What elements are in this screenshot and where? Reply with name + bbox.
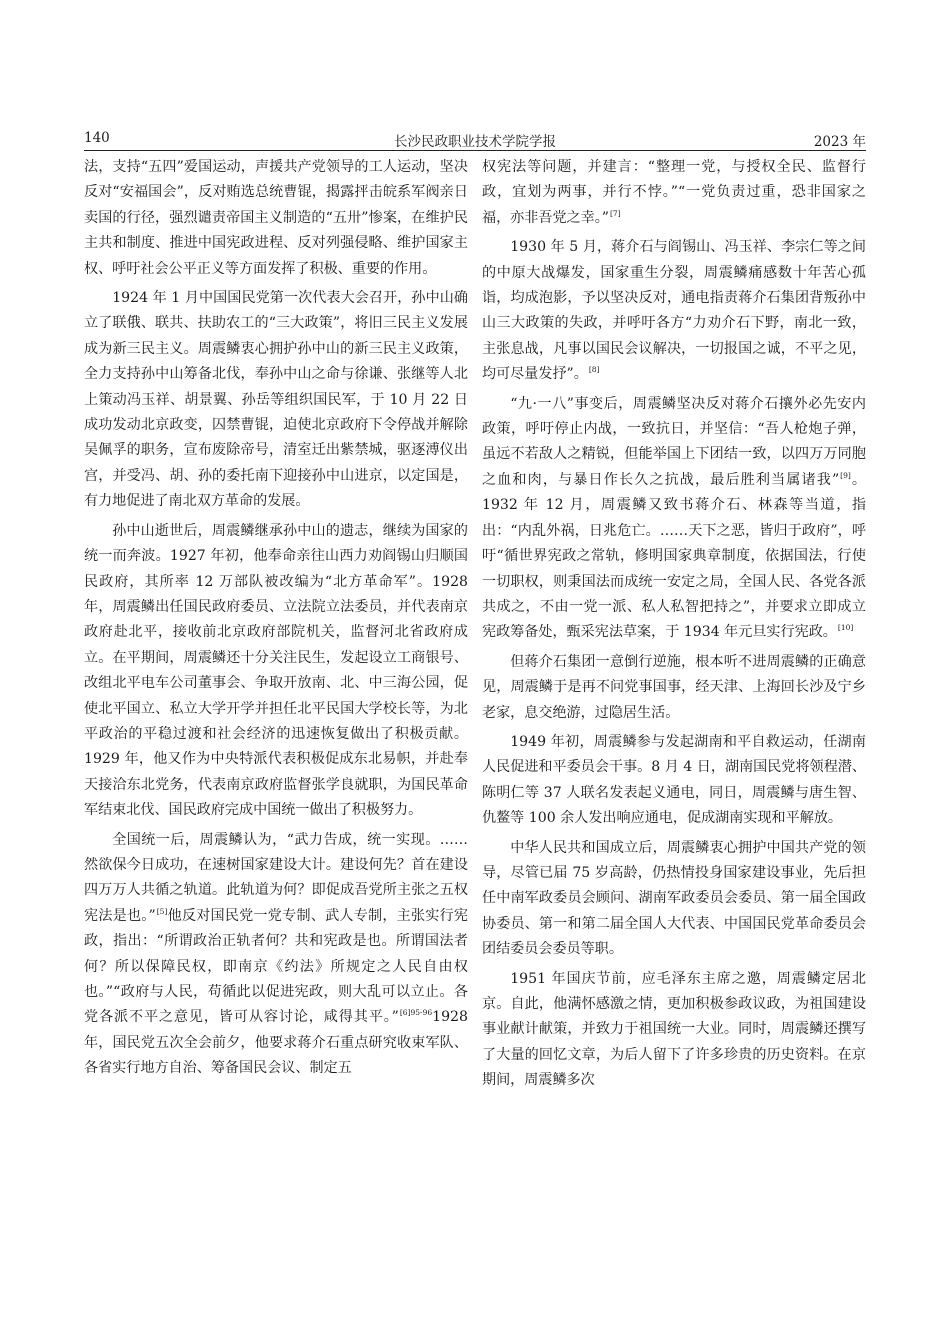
citation: [6]95-96 [399, 1008, 433, 1018]
paragraph: 1949 年初，周震鳞参与发起湖南和平自救运动，任湖南人民促进和平委员会干事。8 月 4 日，湖南国民党将领程潜、陈明仁等 37 人联名发表起义通电，同日，周震鳞与唐生智、仇鳌等 100 余人发出响应通电，促成湖南实现和平解放。 [482, 733, 866, 827]
paragraph: 权宪法等问题，并建言：“整理一党，与授权全民、监督行政，宜划为两事，并行不悖。”“一党负责过重，恐非国家之福，亦非吾党之幸。”[7] [482, 159, 866, 226]
paragraph: “九·一八”事变后，周震鳞坚决反对蒋介石攘外必先安内政策，呼吁停止内战，一致抗日，并坚信：“吾人枪炮子弹，虽远不若敌人之精锐，但能举国上下团结一致，以四万万同胞之血和肉，与暴日作长久之抗战，最后胜利当属诸我”[9]。1932 年 12 月，周震鳞又致书蒋介石、林森等当道，指出：“内乱外祸，日兆危亡。……天下之恶，皆归于政府”，呼吁“循世界宪政之常轨，修明国家典章制度，依据国法，行使一切职权，则秉国法而成统一安定之局，全国人民、各党各派共成之，不由一党一派、私人私智把持之”，并要求立即成立宪政筹备处，甄采宪法草案，于 1934 年元旦实行宪政。[10] [482, 395, 867, 641]
paragraph: 中华人民共和国成立后，周震鳞衷心拥护中国共产党的领导，尽管已届 75 岁高龄，仍热情投身国家建设事业，先后担任中南军政委员会顾问、湖南军政委员会委员、第一届全国政协委员、第一和第二届全国人大代表、中国国民党革命委员会团结委员会委员等职。 [482, 839, 866, 958]
journal-title: 长沙民政职业技术学院学报 [394, 134, 556, 150]
citation: [5] [156, 906, 168, 916]
citation: [10] [837, 623, 854, 633]
right-column [482, 155, 866, 1098]
page-number: 140 [84, 130, 110, 146]
running-header [84, 128, 866, 151]
paragraph: 1924 年 1 月中国国民党第一次代表大会召开，孙中山确立了联俄、联共、扶助农工的“三大政策”，将旧三民主义发展成为新三民主义。周震鳞衷心拥护孙中山的新三民主义政策，全力支持孙中山筹备北伐，奉孙中山之命与徐谦、张继等人北上策动冯玉祥、胡景翼、孙岳等组织国民军，于 10 月 22 日成功发动北京政变，囚禁曹锟，迫使北京政府下令停战并解除吴佩孚的职务，宣布废除帝号，清室迁出紫禁城，驱逐溥仪出宫，并受冯、胡、孙的委托南下迎接孙中山进京，以定国是，有力地促进了南北双方革命的发展。 [84, 290, 468, 510]
publication-year: 2023 年 [813, 134, 866, 150]
paragraph: 全国统一后，周震鳞认为，“武力告成，统一实现。……然欲保今日成功，在速树国家建设大计。建设何先？首在建设四万万人共循之轨道。此轨道为何？即促成吾党所主张之五权宪法是也。”[5]他反对国民党一党专制、武人专制，主张实行宪政，指出：“所谓政治正轨者何？共和宪政是也。所谓国法者何？所以保障民权，即南京《约法》所规定之人民自由权也。”“政府与人民，苟循此以促进宪政，则大乱可以立止。各党各派不平之意见，皆可从容讨论，咸得其平。”$^{[6]95-96}$1928 年，国民党五次全会前夕，他要求蒋介石重点研究收束军队、各省实行地方自治、筹备国民会议、制定五 [84, 831, 469, 1077]
citation: [8] [588, 365, 600, 375]
paragraph: 1930 年 5 月，蒋介石与阎锡山、冯玉祥、李宗仁等之间的中原大战爆发，国家重生分裂，周震鳞痛感数十年苦心孤诣，均成泡影，予以坚决反对，通电指责蒋介石集团背叛孙中山三大政策的失政，并呼吁各方“力劝介石下野，南北一致，主张息战，凡事以国民会议解决，一切报国之诚，不平之见，均可尽量发抒”。[8] [482, 239, 866, 383]
paragraph: 1951 年国庆节前，应毛泽东主席之邀，周震鳞定居北京。自此，他满怀感激之情，更加积极参政议政，为祖国建设事业献计献策，并致力于祖国统一大业。同时，周震鳞还撰写了大量的回忆文章，为后人留下了许多珍贵的历史资料。在京期间，周震鳞多次 [482, 970, 866, 1089]
citation: [9] [840, 470, 851, 480]
paragraph: 法，支持“五四”爱国运动，声援共产党领导的工人运动，坚决反对“安福国会”，反对贿选总统曹锟，揭露抨击皖系军阀亲日卖国的行径，强烈谴责帝国主义制造的“五卅”惨案，在维护民主共和制度、推进中国宪政进程、反对列强侵略、维护国家主权、呼吁社会公平正义等方面发挥了积极、重要的作用。 [84, 159, 468, 277]
paragraph: 孙中山逝世后，周震鳞继承孙中山的遗志，继续为国家的统一而奔波。1927 年初，他奉命亲往山西力劝阎锡山归顺国民政府，其所率 12 万部队被改编为“北方革命军”。1928 年，周震鳞出任国民政府委员、立法院立法委员，并代表南京政府赴北平，接收前北京政府部院机关，监督河北省政府成立。在平期间，周震鳞还十分关注民生，发起设立工商银号、改组北平电车公司董事会、争取开放南、北、中三海公园，促使北平国立、私立大学开学并担任北平民国大学校长等，为北平政治的平稳过渡和社会经济的迅速恢复做出了积极贡献。1929 年，他又作为中央特派代表积极促成东北易帜，并赴奉天接洽东北党务，代表南京政府监督张学良就职，为国民革命军结束北伐、国民政府完成中国统一做出了积极努力。 [84, 522, 468, 819]
citation: [7] [610, 208, 621, 218]
paragraph: 但蒋介石集团一意倒行逆施，根本听不进周震鳞的正确意见，周震鳞于是再不问党事国事，经天津、上海回长沙及宁乡老家，息交绝游，过隐居生活。 [482, 653, 866, 721]
left-column [84, 155, 468, 1086]
